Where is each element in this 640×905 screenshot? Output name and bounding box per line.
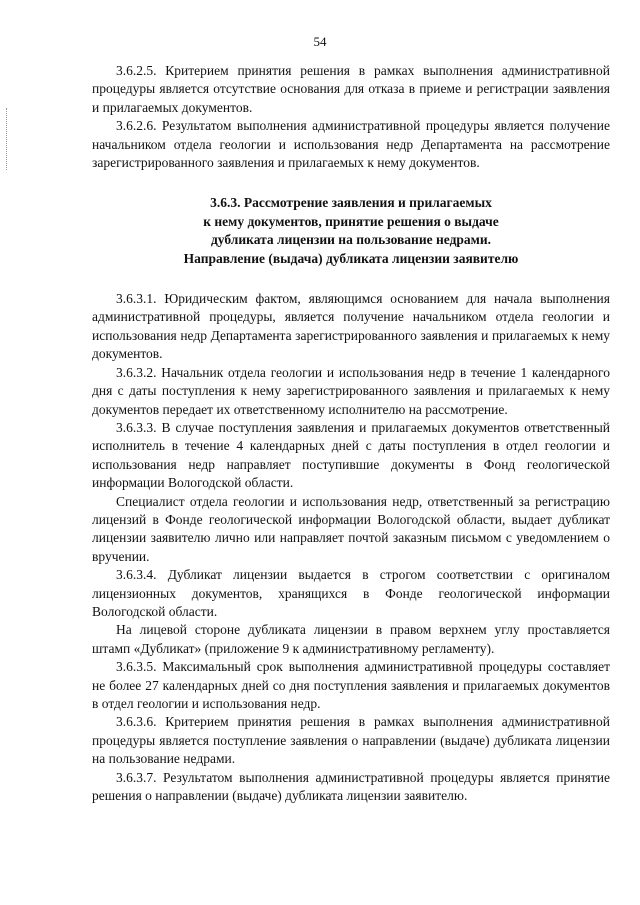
paragraph-3-6-3-3: 3.6.3.3. В случае поступления заявления и прилагаемых документов ответственный исполнитель в течение 4 календарных дней с даты поступления в отдел геологии и использования недр направляет поступившие документы в Фонд геологической информации Вологодской области.	[92, 419, 610, 491]
margin-scan-mark	[6, 108, 8, 170]
paragraph-specialist: Специалист отдела геологии и использования недр, ответственный за регистрацию лицензий в Фонде геологической информации Вологодской области, выдает дубликат лицензии заявителю лично или направляет почтой заказным письмом с уведомлением о вручении.	[92, 493, 610, 564]
paragraph-3-6-3-7: 3.6.3.7. Результатом выполнения административной процедуры является принятие решения о направлении (выдаче) дубликата лицензии заявителю.	[92, 769, 610, 804]
paragraph-stamp: На лицевой стороне дубликата лицензии в правом верхнем углу проставляется штамп «Дубликат» (приложение 9 к административному регламенту).	[92, 622, 610, 656]
paragraph-3-6-3-6: 3.6.3.6. Критерием принятия решения в рамках выполнения административной процедуры является поступление заявления о направлении (выдаче) дубликата лицензии на пользование недрами.	[92, 714, 610, 767]
paragraph-3-6-3-1: 3.6.3.1. Юридическим фактом, являющимся основанием для начала выполнения административной процедуры, является получение начальником отдела геологии и использования недр Департамента зарегистрированного заявления и прилагаемых к нему документов.	[92, 291, 610, 362]
heading-line: дубликата лицензии на пользование недрами.	[210, 232, 492, 248]
section-heading-3-6-3	[92, 194, 610, 268]
page-number: 54	[313, 34, 327, 49]
heading-line: Направление (выдача) дубликата лицензии заявителю	[183, 250, 519, 266]
paragraph-3-6-3-2: 3.6.3.2. Начальник отдела геологии и использования недр в течение 1 календарного дня с даты поступления к нему зарегистрированного заявления и прилагаемых к нему документов передает их ответственному исполнителю на рассмотрение.	[92, 364, 610, 417]
paragraph-3-6-3-5: 3.6.3.5. Максимальный срок выполнения административной процедуры составляет не более 27 календарных дней со дня поступления заявления и прилагаемых документов в отдел геологии и использования недр.	[92, 659, 610, 711]
paragraph-3-6-2-6: 3.6.2.6. Результатом выполнения административной процедуры является получение начальником отдела геологии и использования недр Департамента на рассмотрение зарегистрированного заявления и прилагаемых к нему документов.	[92, 118, 610, 171]
heading-line: 3.6.3. Рассмотрение заявления и прилагаемых	[210, 195, 492, 211]
paragraph-3-6-3-4: 3.6.3.4. Дубликат лицензии выдается в строгом соответствии с оригиналом лицензионных документов, хранящихся в Фонде геологической информации Вологодской области.	[92, 567, 610, 619]
heading-line: к нему документов, принятие решения о выдаче	[203, 213, 499, 229]
document-body	[92, 62, 610, 805]
paragraph-3-6-2-5: 3.6.2.5. Критерием принятия решения в рамках выполнения административной процедуры является отсутствие основания для отказа в приеме и регистрации заявления и прилагаемых документов.	[92, 63, 610, 115]
